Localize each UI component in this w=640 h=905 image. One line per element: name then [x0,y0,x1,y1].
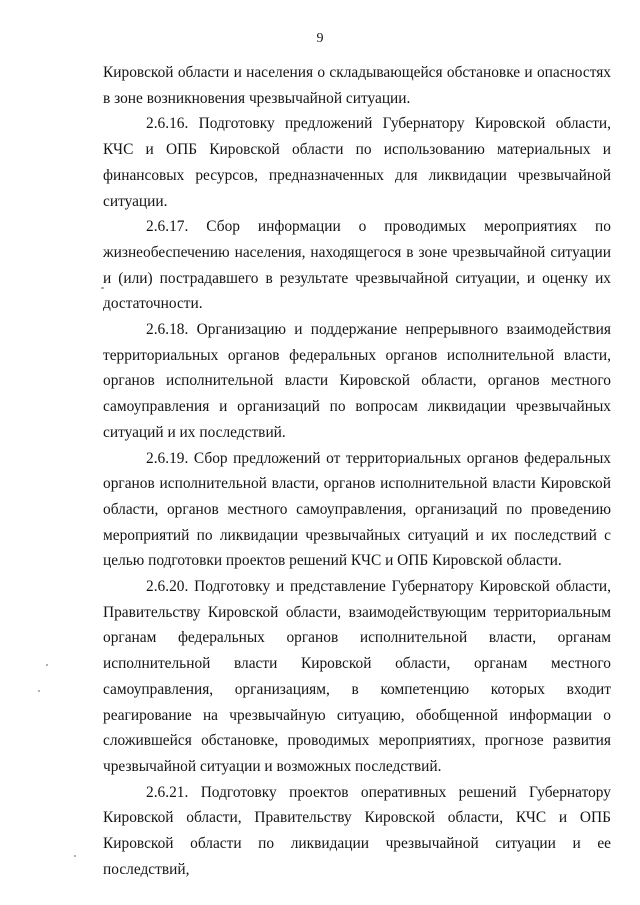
scan-speck [46,664,48,666]
paragraph-continuation: Кировской области и населения о складывающейся обстановке и опасностях в зоне возникновения чрезвычайной ситуации. [103,64,611,107]
page-number: 9 [316,31,324,46]
paragraph-2-6-20: 2.6.20. Подготовку и представление Губернатору Кировской области, Правительству Кировской области, взаимодействующим территориальным органам федеральных органов исполнительной власти, органам исполнительной власти Кировской области, органам местного самоуправления, организациям, в компетенцию которых входит реагирование на чрезвычайную ситуацию, обобщенной информации о сложившейся обстановке, проводимых мероприятиях, прогнозе развития чрезвычайной ситуации и возможных последствий. [103,578,611,775]
paragraph-2-6-16: 2.6.16. Подготовку предложений Губернатору Кировской области, КЧС и ОПБ Кировской области по использованию материальных и финансовых ресурсов, предназначенных для ликвидации чрезвычайной ситуации. [103,115,611,210]
paragraph-2-6-19: 2.6.19. Сбор предложений от территориальных органов федеральных органов исполнительной власти, органов исполнительной власти Кировской области, органов местного самоуправления, организаций по проведению мероприятий по ликвидации чрезвычайных ситуаций и их последствий с целью подготовки проектов решений КЧС и ОПБ Кировской области. [103,449,611,570]
scan-speck [74,855,76,857]
scan-speck [38,690,40,692]
scan-speck [101,287,104,289]
paragraph-2-6-21: 2.6.21. Подготовку проектов оперативных решений Губернатору Кировской области, Правительству Кировской области, КЧС и ОПБ Кировской области по ликвидации чрезвычайной ситуации и ее последствий, [103,783,611,878]
document-body [103,60,611,883]
paragraph-2-6-18: 2.6.18. Организацию и поддержание непрерывного взаимодействия территориальных органов федеральных органов исполнительной власти, органов исполнительной власти Кировской области, органов местного самоуправления и организаций по вопросам ликвидации чрезвычайных ситуаций и их последствий. [103,321,611,441]
paragraph-2-6-17: 2.6.17. Сбор информации о проводимых мероприятиях по жизнеобеспечению населения, находящегося в зоне чрезвычайной ситуации и (или) пострадавшего в результате чрезвычайной ситуации, и оценку их достаточности. [103,218,611,313]
